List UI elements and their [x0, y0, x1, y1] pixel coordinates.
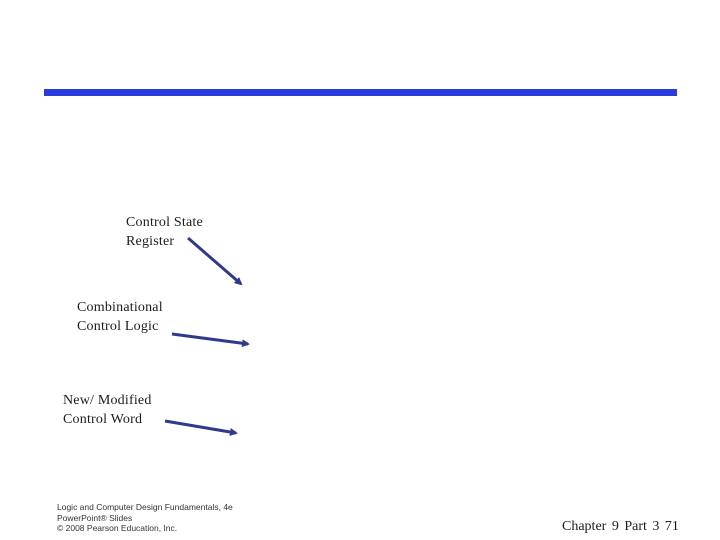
control-state-register-line-2: Register	[126, 234, 175, 249]
combinational-control-logic-arrow	[172, 334, 248, 344]
control-state-register-line-1: Control State	[126, 215, 203, 230]
combinational-control-logic-line-2: Control Logic	[77, 319, 159, 334]
new-modified-control-word-line-1: New/ Modified	[63, 393, 152, 408]
footer-book-info	[57, 502, 233, 534]
control-state-register-arrow	[188, 238, 241, 284]
new-modified-control-word-line-2: Control Word	[63, 412, 143, 427]
footer-book-title: Logic and Computer Design Fundamentals, 4e	[57, 502, 233, 512]
footer-page-reference: Chapter 9 Part 3 71	[562, 519, 679, 534]
footer-slides-line: PowerPoint® Slides	[57, 512, 133, 523]
new-modified-control-word-arrow	[165, 421, 236, 433]
combinational-control-logic-line-1: Combinational	[77, 300, 163, 315]
footer-copyright: © 2008 Pearson Education, Inc.	[57, 523, 178, 533]
